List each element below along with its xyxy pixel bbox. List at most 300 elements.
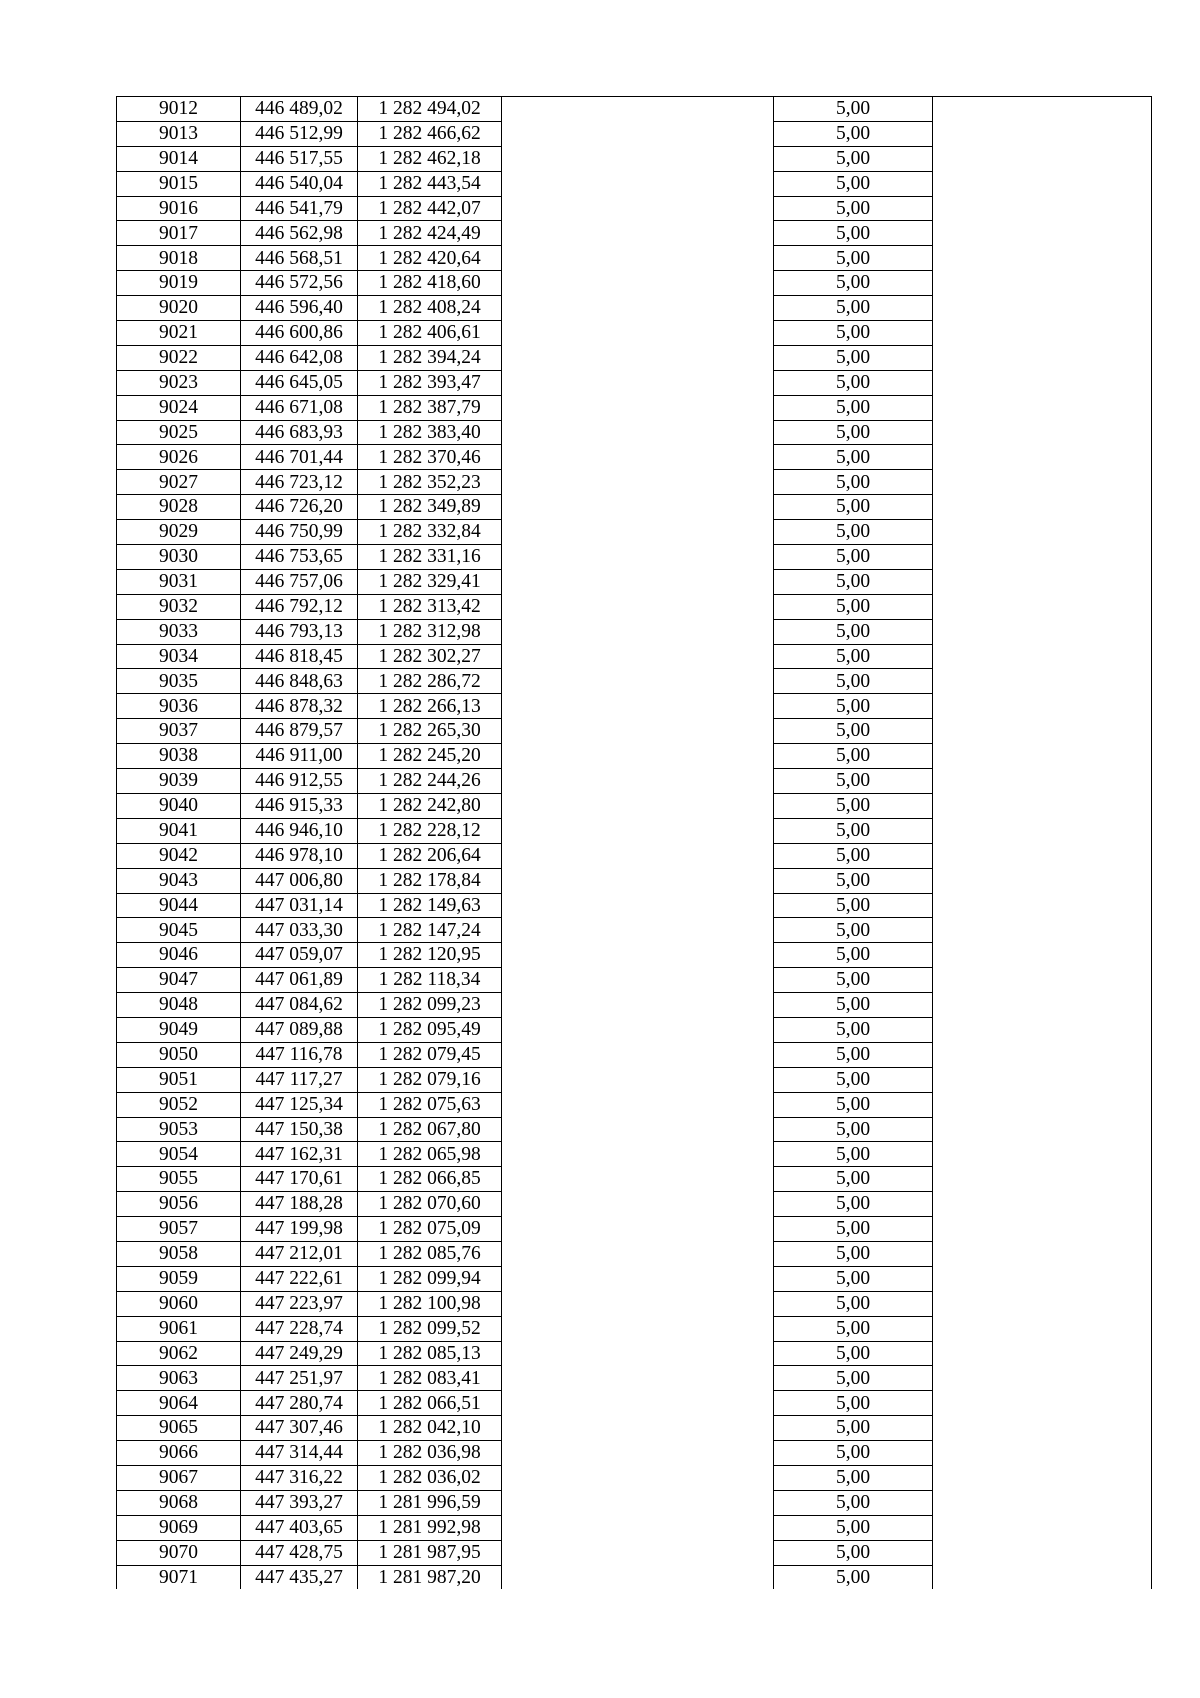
- value-cell: 5,00: [774, 1241, 933, 1266]
- point-number-cell: 9051: [117, 1067, 241, 1092]
- empty-cell: [502, 1017, 774, 1042]
- empty-cell: [502, 1341, 774, 1366]
- x-coordinate-cell: 447 212,01: [241, 1241, 358, 1266]
- value-cell: 5,00: [774, 296, 933, 321]
- empty-cell: [502, 420, 774, 445]
- value-cell: 5,00: [774, 644, 933, 669]
- point-number-cell: 9032: [117, 594, 241, 619]
- table-row: [117, 221, 1152, 246]
- point-number-cell: 9038: [117, 744, 241, 769]
- value-cell: 5,00: [774, 1441, 933, 1466]
- x-coordinate-cell: 447 006,80: [241, 868, 358, 893]
- point-number-cell: 9017: [117, 221, 241, 246]
- x-coordinate-cell: 446 911,00: [241, 744, 358, 769]
- table-row: [117, 1192, 1152, 1217]
- value-cell: 5,00: [774, 1042, 933, 1067]
- empty-cell: [502, 993, 774, 1018]
- value-cell: 5,00: [774, 744, 933, 769]
- x-coordinate-cell: 446 879,57: [241, 719, 358, 744]
- blank-cell: [933, 993, 1152, 1018]
- point-number-cell: 9069: [117, 1515, 241, 1540]
- y-coordinate-cell: 1 282 083,41: [358, 1366, 502, 1391]
- table-row: [117, 296, 1152, 321]
- empty-cell: [502, 1366, 774, 1391]
- point-number-cell: 9065: [117, 1416, 241, 1441]
- x-coordinate-cell: 446 978,10: [241, 843, 358, 868]
- y-coordinate-cell: 1 282 067,80: [358, 1117, 502, 1142]
- blank-cell: [933, 495, 1152, 520]
- value-cell: 5,00: [774, 968, 933, 993]
- point-number-cell: 9060: [117, 1291, 241, 1316]
- blank-cell: [933, 1341, 1152, 1366]
- empty-cell: [502, 1067, 774, 1092]
- x-coordinate-cell: 446 750,99: [241, 520, 358, 545]
- empty-cell: [502, 520, 774, 545]
- value-cell: 5,00: [774, 520, 933, 545]
- empty-cell: [502, 296, 774, 321]
- table-row: [117, 470, 1152, 495]
- y-coordinate-cell: 1 282 383,40: [358, 420, 502, 445]
- value-cell: 5,00: [774, 818, 933, 843]
- blank-cell: [933, 619, 1152, 644]
- blank-cell: [933, 246, 1152, 271]
- empty-cell: [502, 1192, 774, 1217]
- table-row: [117, 968, 1152, 993]
- value-cell: 5,00: [774, 1291, 933, 1316]
- blank-cell: [933, 644, 1152, 669]
- value-cell: 5,00: [774, 594, 933, 619]
- x-coordinate-cell: 446 645,05: [241, 370, 358, 395]
- table-row: [117, 271, 1152, 296]
- x-coordinate-cell: 447 125,34: [241, 1092, 358, 1117]
- x-coordinate-cell: 447 223,97: [241, 1291, 358, 1316]
- empty-cell: [502, 1142, 774, 1167]
- blank-cell: [933, 719, 1152, 744]
- point-number-cell: 9022: [117, 345, 241, 370]
- point-number-cell: 9049: [117, 1017, 241, 1042]
- empty-cell: [502, 793, 774, 818]
- x-coordinate-cell: 447 084,62: [241, 993, 358, 1018]
- blank-cell: [933, 793, 1152, 818]
- point-number-cell: 9039: [117, 769, 241, 794]
- value-cell: 5,00: [774, 1266, 933, 1291]
- blank-cell: [933, 1441, 1152, 1466]
- point-number-cell: 9053: [117, 1117, 241, 1142]
- empty-cell: [502, 1117, 774, 1142]
- point-number-cell: 9024: [117, 395, 241, 420]
- y-coordinate-cell: 1 282 228,12: [358, 818, 502, 843]
- x-coordinate-cell: 446 600,86: [241, 321, 358, 346]
- y-coordinate-cell: 1 282 408,24: [358, 296, 502, 321]
- y-coordinate-cell: 1 282 120,95: [358, 943, 502, 968]
- empty-cell: [502, 1515, 774, 1540]
- point-number-cell: 9035: [117, 669, 241, 694]
- table-row: [117, 943, 1152, 968]
- y-coordinate-cell: 1 281 987,20: [358, 1565, 502, 1589]
- point-number-cell: 9057: [117, 1217, 241, 1242]
- x-coordinate-cell: 446 792,12: [241, 594, 358, 619]
- empty-cell: [502, 1266, 774, 1291]
- table-row: [117, 1366, 1152, 1391]
- table-row: [117, 793, 1152, 818]
- value-cell: 5,00: [774, 196, 933, 221]
- y-coordinate-cell: 1 282 393,47: [358, 370, 502, 395]
- point-number-cell: 9058: [117, 1241, 241, 1266]
- value-cell: 5,00: [774, 97, 933, 122]
- point-number-cell: 9021: [117, 321, 241, 346]
- x-coordinate-cell: 447 059,07: [241, 943, 358, 968]
- point-number-cell: 9036: [117, 694, 241, 719]
- empty-cell: [502, 1540, 774, 1565]
- table-row: [117, 1341, 1152, 1366]
- value-cell: 5,00: [774, 1515, 933, 1540]
- point-number-cell: 9019: [117, 271, 241, 296]
- blank-cell: [933, 345, 1152, 370]
- empty-cell: [502, 470, 774, 495]
- x-coordinate-cell: 447 188,28: [241, 1192, 358, 1217]
- value-cell: 5,00: [774, 719, 933, 744]
- table-row: [117, 1241, 1152, 1266]
- y-coordinate-cell: 1 282 244,26: [358, 769, 502, 794]
- empty-cell: [502, 893, 774, 918]
- y-coordinate-cell: 1 282 206,64: [358, 843, 502, 868]
- y-coordinate-cell: 1 282 036,02: [358, 1465, 502, 1490]
- value-cell: 5,00: [774, 1565, 933, 1589]
- blank-cell: [933, 221, 1152, 246]
- x-coordinate-cell: 446 946,10: [241, 818, 358, 843]
- x-coordinate-cell: 447 089,88: [241, 1017, 358, 1042]
- empty-cell: [502, 171, 774, 196]
- coordinates-table: [116, 96, 1152, 1589]
- y-coordinate-cell: 1 282 462,18: [358, 146, 502, 171]
- blank-cell: [933, 569, 1152, 594]
- point-number-cell: 9044: [117, 893, 241, 918]
- x-coordinate-cell: 447 199,98: [241, 1217, 358, 1242]
- table-row: [117, 818, 1152, 843]
- point-number-cell: 9062: [117, 1341, 241, 1366]
- x-coordinate-cell: 447 031,14: [241, 893, 358, 918]
- coordinates-table-body: [117, 97, 1152, 1590]
- table-row: [117, 1067, 1152, 1092]
- value-cell: 5,00: [774, 1540, 933, 1565]
- y-coordinate-cell: 1 282 095,49: [358, 1017, 502, 1042]
- table-row: [117, 1391, 1152, 1416]
- y-coordinate-cell: 1 282 085,76: [358, 1241, 502, 1266]
- value-cell: 5,00: [774, 1366, 933, 1391]
- point-number-cell: 9061: [117, 1316, 241, 1341]
- empty-cell: [502, 196, 774, 221]
- point-number-cell: 9016: [117, 196, 241, 221]
- x-coordinate-cell: 446 596,40: [241, 296, 358, 321]
- empty-cell: [502, 1092, 774, 1117]
- table-row: [117, 1092, 1152, 1117]
- y-coordinate-cell: 1 282 242,80: [358, 793, 502, 818]
- x-coordinate-cell: 447 116,78: [241, 1042, 358, 1067]
- table-row: [117, 1416, 1152, 1441]
- point-number-cell: 9028: [117, 495, 241, 520]
- y-coordinate-cell: 1 282 079,16: [358, 1067, 502, 1092]
- y-coordinate-cell: 1 282 118,34: [358, 968, 502, 993]
- x-coordinate-cell: 446 915,33: [241, 793, 358, 818]
- empty-cell: [502, 619, 774, 644]
- point-number-cell: 9066: [117, 1441, 241, 1466]
- point-number-cell: 9043: [117, 868, 241, 893]
- value-cell: 5,00: [774, 470, 933, 495]
- blank-cell: [933, 171, 1152, 196]
- y-coordinate-cell: 1 282 418,60: [358, 271, 502, 296]
- y-coordinate-cell: 1 282 466,62: [358, 121, 502, 146]
- empty-cell: [502, 1241, 774, 1266]
- value-cell: 5,00: [774, 918, 933, 943]
- value-cell: 5,00: [774, 1416, 933, 1441]
- table-row: [117, 769, 1152, 794]
- value-cell: 5,00: [774, 545, 933, 570]
- table-row: [117, 594, 1152, 619]
- x-coordinate-cell: 447 280,74: [241, 1391, 358, 1416]
- x-coordinate-cell: 446 568,51: [241, 246, 358, 271]
- x-coordinate-cell: 446 642,08: [241, 345, 358, 370]
- value-cell: 5,00: [774, 221, 933, 246]
- table-row: [117, 97, 1152, 122]
- y-coordinate-cell: 1 282 036,98: [358, 1441, 502, 1466]
- blank-cell: [933, 1490, 1152, 1515]
- table-row: [117, 520, 1152, 545]
- table-row: [117, 1540, 1152, 1565]
- empty-cell: [502, 694, 774, 719]
- table-row: [117, 171, 1152, 196]
- blank-cell: [933, 1217, 1152, 1242]
- point-number-cell: 9067: [117, 1465, 241, 1490]
- blank-cell: [933, 1241, 1152, 1266]
- value-cell: 5,00: [774, 420, 933, 445]
- table-row: [117, 420, 1152, 445]
- point-number-cell: 9068: [117, 1490, 241, 1515]
- blank-cell: [933, 1042, 1152, 1067]
- blank-cell: [933, 769, 1152, 794]
- empty-cell: [502, 1465, 774, 1490]
- empty-cell: [502, 1042, 774, 1067]
- empty-cell: [502, 669, 774, 694]
- y-coordinate-cell: 1 282 313,42: [358, 594, 502, 619]
- blank-cell: [933, 321, 1152, 346]
- y-coordinate-cell: 1 282 349,89: [358, 495, 502, 520]
- y-coordinate-cell: 1 282 266,13: [358, 694, 502, 719]
- y-coordinate-cell: 1 282 178,84: [358, 868, 502, 893]
- value-cell: 5,00: [774, 1117, 933, 1142]
- value-cell: 5,00: [774, 619, 933, 644]
- x-coordinate-cell: 447 162,31: [241, 1142, 358, 1167]
- y-coordinate-cell: 1 282 332,84: [358, 520, 502, 545]
- value-cell: 5,00: [774, 395, 933, 420]
- blank-cell: [933, 1515, 1152, 1540]
- value-cell: 5,00: [774, 121, 933, 146]
- blank-cell: [933, 1092, 1152, 1117]
- blank-cell: [933, 918, 1152, 943]
- x-coordinate-cell: 446 671,08: [241, 395, 358, 420]
- blank-cell: [933, 520, 1152, 545]
- empty-cell: [502, 97, 774, 122]
- x-coordinate-cell: 446 683,93: [241, 420, 358, 445]
- y-coordinate-cell: 1 282 265,30: [358, 719, 502, 744]
- value-cell: 5,00: [774, 769, 933, 794]
- table-row: [117, 1017, 1152, 1042]
- table-row: [117, 843, 1152, 868]
- y-coordinate-cell: 1 282 099,23: [358, 993, 502, 1018]
- blank-cell: [933, 1142, 1152, 1167]
- y-coordinate-cell: 1 281 987,95: [358, 1540, 502, 1565]
- point-number-cell: 9030: [117, 545, 241, 570]
- y-coordinate-cell: 1 282 066,51: [358, 1391, 502, 1416]
- x-coordinate-cell: 446 757,06: [241, 569, 358, 594]
- empty-cell: [502, 495, 774, 520]
- empty-cell: [502, 146, 774, 171]
- point-number-cell: 9047: [117, 968, 241, 993]
- x-coordinate-cell: 447 150,38: [241, 1117, 358, 1142]
- y-coordinate-cell: 1 282 406,61: [358, 321, 502, 346]
- x-coordinate-cell: 447 314,44: [241, 1441, 358, 1466]
- blank-cell: [933, 1316, 1152, 1341]
- y-coordinate-cell: 1 282 443,54: [358, 171, 502, 196]
- value-cell: 5,00: [774, 345, 933, 370]
- table-row: [117, 370, 1152, 395]
- empty-cell: [502, 594, 774, 619]
- blank-cell: [933, 1117, 1152, 1142]
- table-row: [117, 1565, 1152, 1589]
- empty-cell: [502, 1490, 774, 1515]
- x-coordinate-cell: 446 723,12: [241, 470, 358, 495]
- y-coordinate-cell: 1 282 085,13: [358, 1341, 502, 1366]
- table-row: [117, 395, 1152, 420]
- empty-cell: [502, 943, 774, 968]
- blank-cell: [933, 445, 1152, 470]
- value-cell: 5,00: [774, 943, 933, 968]
- value-cell: 5,00: [774, 271, 933, 296]
- value-cell: 5,00: [774, 146, 933, 171]
- y-coordinate-cell: 1 282 065,98: [358, 1142, 502, 1167]
- x-coordinate-cell: 447 170,61: [241, 1167, 358, 1192]
- point-number-cell: 9013: [117, 121, 241, 146]
- value-cell: 5,00: [774, 246, 933, 271]
- y-coordinate-cell: 1 281 996,59: [358, 1490, 502, 1515]
- blank-cell: [933, 968, 1152, 993]
- x-coordinate-cell: 446 818,45: [241, 644, 358, 669]
- x-coordinate-cell: 446 512,99: [241, 121, 358, 146]
- value-cell: 5,00: [774, 1341, 933, 1366]
- x-coordinate-cell: 446 701,44: [241, 445, 358, 470]
- point-number-cell: 9063: [117, 1366, 241, 1391]
- value-cell: 5,00: [774, 1067, 933, 1092]
- y-coordinate-cell: 1 282 420,64: [358, 246, 502, 271]
- value-cell: 5,00: [774, 370, 933, 395]
- table-row: [117, 121, 1152, 146]
- table-row: [117, 1266, 1152, 1291]
- value-cell: 5,00: [774, 1017, 933, 1042]
- y-coordinate-cell: 1 282 387,79: [358, 395, 502, 420]
- table-row: [117, 993, 1152, 1018]
- y-coordinate-cell: 1 282 286,72: [358, 669, 502, 694]
- blank-cell: [933, 843, 1152, 868]
- table-row: [117, 445, 1152, 470]
- point-number-cell: 9014: [117, 146, 241, 171]
- y-coordinate-cell: 1 282 442,07: [358, 196, 502, 221]
- empty-cell: [502, 1167, 774, 1192]
- empty-cell: [502, 868, 774, 893]
- table-row: [117, 619, 1152, 644]
- table-row: [117, 1490, 1152, 1515]
- table-row: [117, 893, 1152, 918]
- x-coordinate-cell: 447 428,75: [241, 1540, 358, 1565]
- x-coordinate-cell: 447 251,97: [241, 1366, 358, 1391]
- blank-cell: [933, 1391, 1152, 1416]
- x-coordinate-cell: 447 061,89: [241, 968, 358, 993]
- point-number-cell: 9026: [117, 445, 241, 470]
- table-row: [117, 146, 1152, 171]
- empty-cell: [502, 1391, 774, 1416]
- y-coordinate-cell: 1 282 329,41: [358, 569, 502, 594]
- x-coordinate-cell: 447 228,74: [241, 1316, 358, 1341]
- y-coordinate-cell: 1 282 331,16: [358, 545, 502, 570]
- y-coordinate-cell: 1 282 100,98: [358, 1291, 502, 1316]
- table-row: [117, 321, 1152, 346]
- empty-cell: [502, 545, 774, 570]
- table-row: [117, 545, 1152, 570]
- x-coordinate-cell: 446 540,04: [241, 171, 358, 196]
- y-coordinate-cell: 1 282 075,09: [358, 1217, 502, 1242]
- point-number-cell: 9040: [117, 793, 241, 818]
- blank-cell: [933, 594, 1152, 619]
- table-row: [117, 1465, 1152, 1490]
- point-number-cell: 9059: [117, 1266, 241, 1291]
- point-number-cell: 9056: [117, 1192, 241, 1217]
- table-row: [117, 719, 1152, 744]
- empty-cell: [502, 719, 774, 744]
- value-cell: 5,00: [774, 1490, 933, 1515]
- y-coordinate-cell: 1 282 494,02: [358, 97, 502, 122]
- table-row: [117, 1291, 1152, 1316]
- blank-cell: [933, 1291, 1152, 1316]
- blank-cell: [933, 1465, 1152, 1490]
- y-coordinate-cell: 1 282 424,49: [358, 221, 502, 246]
- blank-cell: [933, 893, 1152, 918]
- x-coordinate-cell: 446 489,02: [241, 97, 358, 122]
- y-coordinate-cell: 1 282 079,45: [358, 1042, 502, 1067]
- empty-cell: [502, 968, 774, 993]
- x-coordinate-cell: 446 562,98: [241, 221, 358, 246]
- empty-cell: [502, 370, 774, 395]
- blank-cell: [933, 818, 1152, 843]
- value-cell: 5,00: [774, 1092, 933, 1117]
- x-coordinate-cell: 446 848,63: [241, 669, 358, 694]
- table-row: [117, 669, 1152, 694]
- x-coordinate-cell: 447 403,65: [241, 1515, 358, 1540]
- empty-cell: [502, 644, 774, 669]
- value-cell: 5,00: [774, 843, 933, 868]
- empty-cell: [502, 1565, 774, 1589]
- y-coordinate-cell: 1 282 302,27: [358, 644, 502, 669]
- y-coordinate-cell: 1 282 370,46: [358, 445, 502, 470]
- table-row: [117, 1117, 1152, 1142]
- value-cell: 5,00: [774, 893, 933, 918]
- table-row: [117, 1217, 1152, 1242]
- point-number-cell: 9020: [117, 296, 241, 321]
- value-cell: 5,00: [774, 1167, 933, 1192]
- y-coordinate-cell: 1 282 394,24: [358, 345, 502, 370]
- point-number-cell: 9033: [117, 619, 241, 644]
- blank-cell: [933, 545, 1152, 570]
- point-number-cell: 9015: [117, 171, 241, 196]
- point-number-cell: 9031: [117, 569, 241, 594]
- point-number-cell: 9054: [117, 1142, 241, 1167]
